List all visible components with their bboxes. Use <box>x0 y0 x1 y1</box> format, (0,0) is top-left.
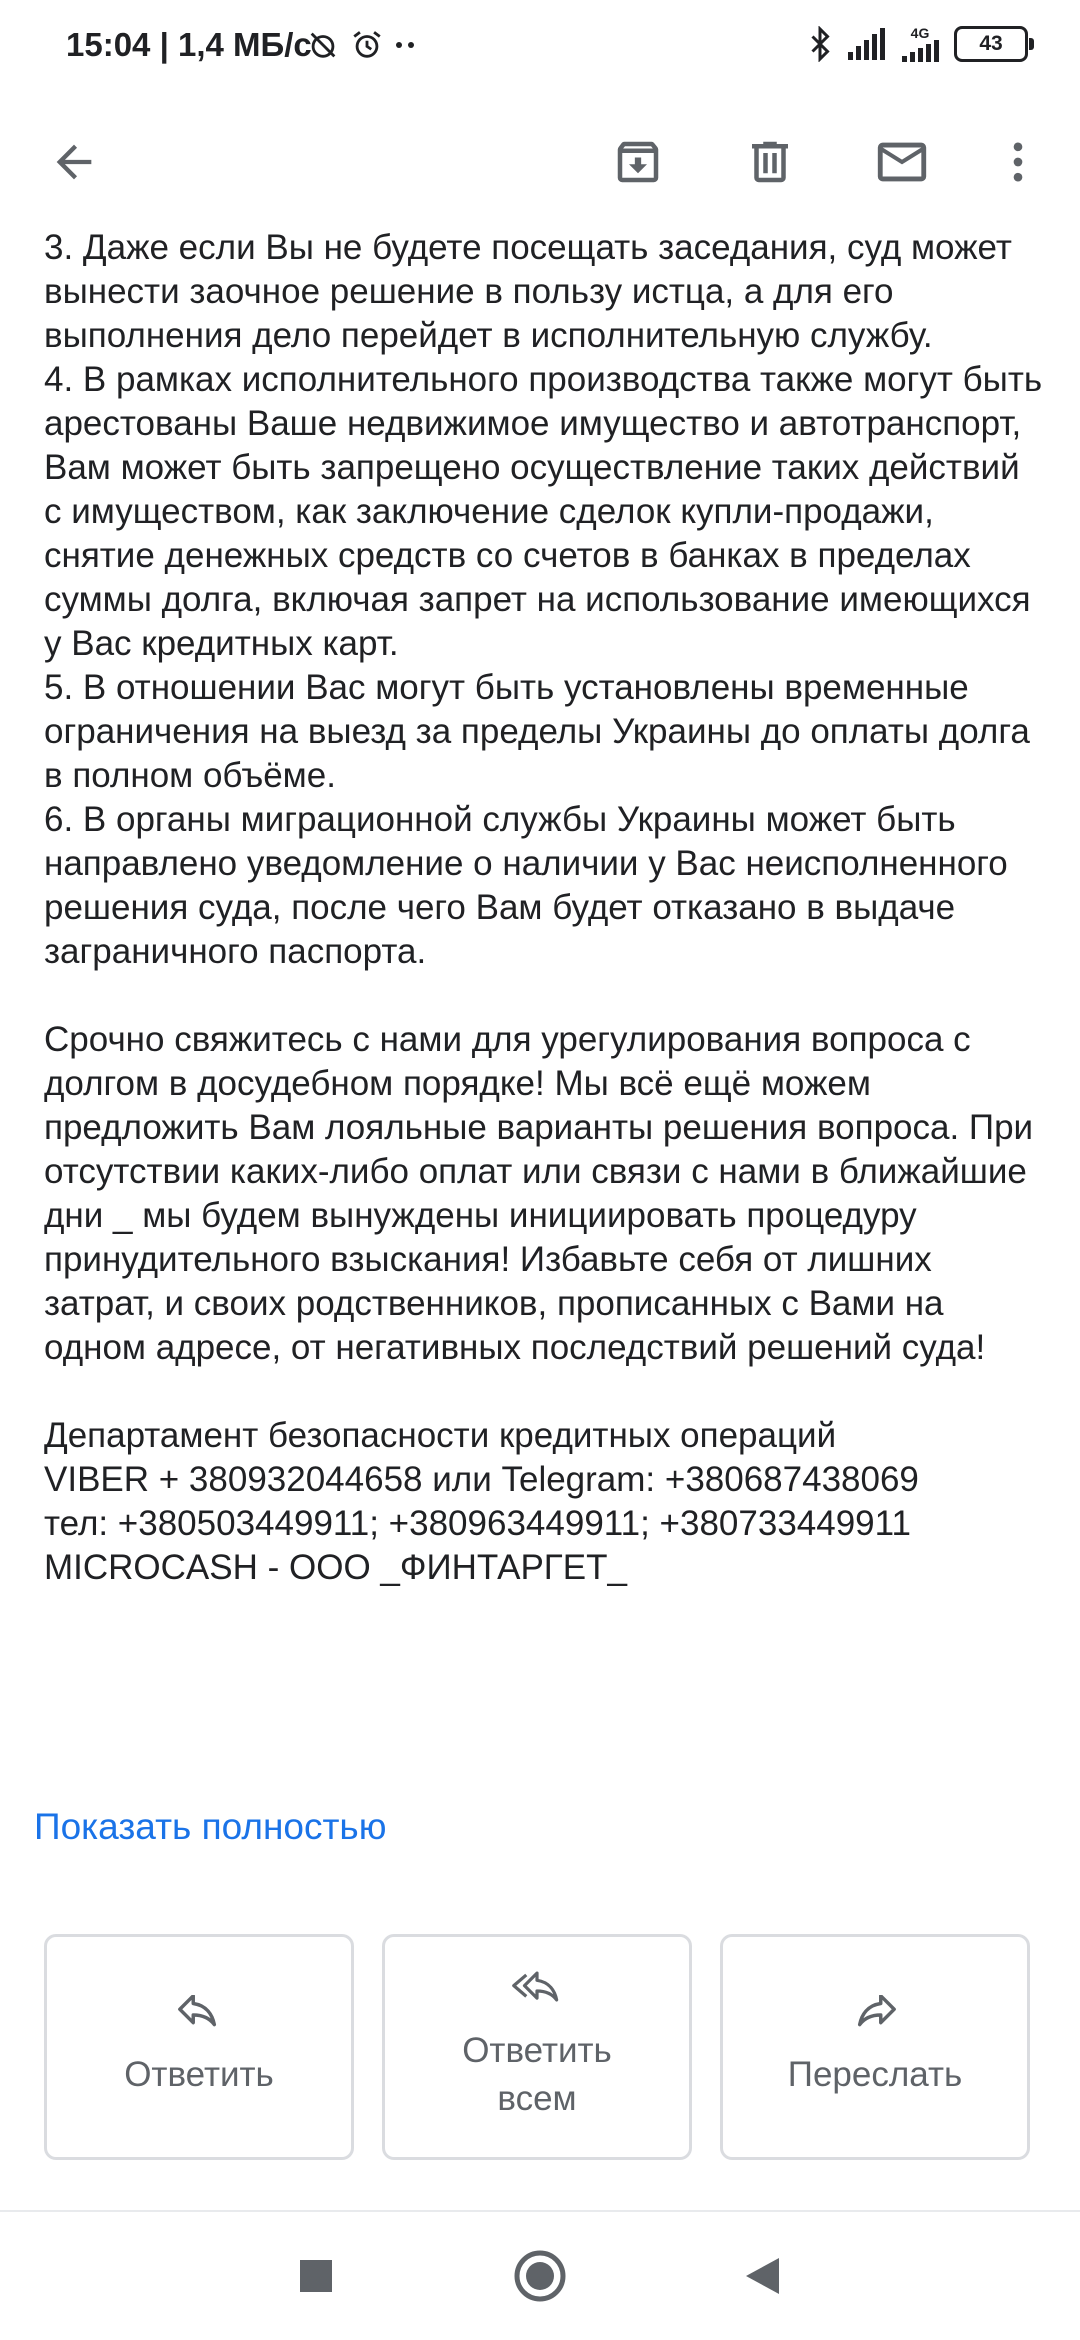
back-button[interactable] <box>38 126 110 198</box>
signature-line: VIBER + 380932044658 или Telegram: +380687438069 <box>44 1460 919 1499</box>
system-back-button[interactable] <box>732 2246 792 2306</box>
email-paragraph-5: 5. В отношении Вас могут быть установлены временные ограничения на выезд за пределы Украины до оплаты долга в полном объёме. <box>44 668 1030 795</box>
email-toolbar <box>0 98 1080 228</box>
more-icon <box>992 136 1044 188</box>
signal-4g-icon <box>900 40 940 62</box>
signature-line: тел: +380503449911; +380963449911; +380733449911 <box>44 1504 911 1543</box>
home-circle-icon <box>513 2249 567 2303</box>
show-full-link[interactable]: Показать полностью <box>34 1806 387 1847</box>
delete-icon <box>743 135 797 189</box>
recents-button[interactable] <box>286 2246 346 2306</box>
spacer <box>44 974 1044 1018</box>
system-navigation-bar <box>0 2212 1080 2340</box>
email-paragraph-4: 4. В рамках исполнительного производства также могут быть арестованы Ваше недвижимое имущество и автотранспорт, Вам может быть запрещено осуществление таких действий с имуществом, как заключение сделок купли-продажи, снятие денежных средств со счетов в банках в пределах суммы долга, включая запрет на использование имеющихся у Вас кредитных карт. <box>44 360 1043 663</box>
reply-button[interactable] <box>44 1934 354 2160</box>
signature-line: MICROCASH - ООО _ФИНТАРГЕТ_ <box>44 1548 627 1587</box>
archive-icon <box>611 135 665 189</box>
delete-button[interactable] <box>734 126 806 198</box>
status-right <box>808 26 1028 62</box>
alarm-off-icon <box>306 28 340 62</box>
forward-button[interactable] <box>720 1934 1030 2160</box>
archive-button[interactable] <box>602 126 674 198</box>
reply-icon <box>176 1995 222 2035</box>
signature-line: Департамент безопасности кредитных операций <box>44 1416 837 1455</box>
spacer <box>44 1370 1044 1414</box>
reply-all-icon <box>512 1971 562 2011</box>
back-icon <box>48 136 100 188</box>
square-icon <box>299 2259 333 2293</box>
mark-unread-button[interactable] <box>866 126 938 198</box>
bluetooth-icon <box>808 26 832 62</box>
forward-icon <box>852 1995 898 2035</box>
reply-actions <box>44 1934 1036 2164</box>
more-notifications-icon <box>394 28 420 62</box>
status-icons-left <box>306 28 420 62</box>
forward-label: Переслать <box>787 2055 963 2094</box>
battery-indicator: 43 <box>954 26 1028 62</box>
status-bar <box>0 0 1080 98</box>
more-options-button[interactable] <box>982 126 1054 198</box>
email-body <box>44 226 1044 1590</box>
email-urgent-paragraph: Срочно свяжитесь с нами для урегулирования вопроса с долгом в досудебном порядке! Мы всё ещё можем предложить Вам лояльные варианты решения вопроса. При отсутствии каких-либо оплат или связи с нами в ближайшие дни _ мы будем вынуждены инициировать процедуру принудительного взыскания! Избавьте себя от лишних затрат, и своих родственников, прописанных с Вами на одном адресе, от негативных последствий решений суда! <box>44 1020 1034 1367</box>
network-label: 4G <box>910 25 930 41</box>
reply-all-label: Ответить всем <box>462 2031 612 2118</box>
triangle-back-icon <box>743 2256 781 2296</box>
home-button[interactable] <box>510 2246 570 2306</box>
mail-icon <box>873 133 931 191</box>
network-4g <box>900 26 940 62</box>
email-paragraph-6: 6. В органы миграционной службы Украины может быть направлено уведомление о наличии у Вас неисполненного решения суда, после чего Вам будет отказано в выдаче заграничного паспорта. <box>44 800 1008 971</box>
reply-label: Ответить <box>124 2055 274 2094</box>
signal-icon <box>846 28 886 60</box>
alarm-icon <box>350 28 384 62</box>
email-paragraph-3: 3. Даже если Вы не будете посещать заседания, суд может вынести заочное решение в пользу истца, а для его выполнения дело перейдет в исполнительную службу. <box>44 228 1012 355</box>
reply-all-button[interactable] <box>382 1934 692 2160</box>
status-time-speed: 15:04 | 1,4 МБ/с <box>66 26 312 63</box>
